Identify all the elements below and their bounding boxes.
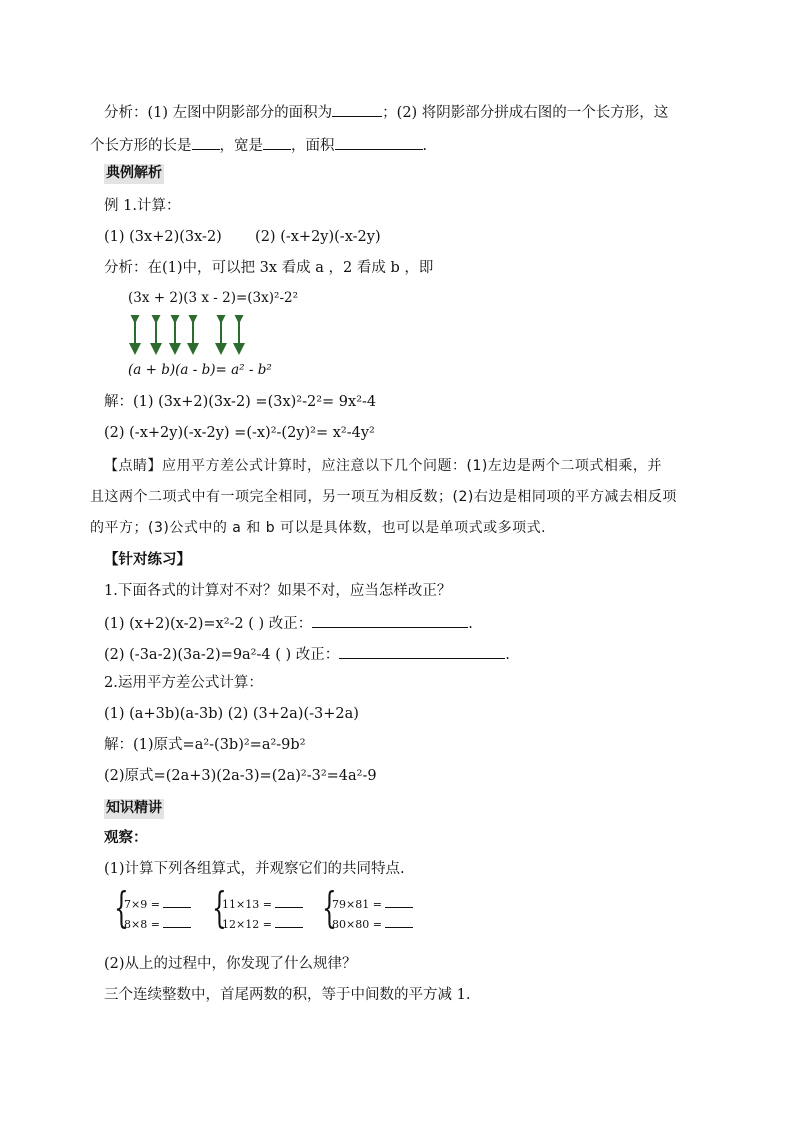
answer-blank	[192, 136, 220, 150]
example-1-solution-2: (2) (-x+2y)(-x-2y) =(-x)²-(2y)²= x²-4y²	[104, 425, 375, 441]
calc-expression: 8×8 =	[124, 918, 160, 931]
practice-2-solution-1: 解：(1)原式=a²-(3b)²=a²-9b²	[104, 737, 306, 753]
answer-blank	[385, 918, 413, 928]
brace-icon: {	[212, 883, 227, 932]
example-1-analysis: 分析：在(1)中，可以把 3x 看成 a ，2 看成 b ，即	[104, 260, 434, 276]
practice-1-q1-text: (1) (x+2)(x-2)=x²-2 ( ) 改正：	[104, 616, 313, 632]
brace-icon: {	[322, 883, 337, 932]
example-1-questions	[104, 230, 381, 245]
analysis-text-e: ，面积	[291, 138, 335, 154]
section-heading-examples: 典例解析	[104, 164, 164, 184]
practice-2-questions: (1) (a+3b)(a-3b) (2) (3+2a)(-3+2a)	[104, 706, 359, 722]
analysis-line-1	[104, 103, 668, 121]
calc-expression: 79×81 =	[332, 898, 382, 911]
answer-blank	[335, 136, 423, 150]
practice-1-q2-text: (2) (-3a-2)(3a-2)=9a²-4 ( ) 改正：	[104, 647, 340, 663]
analysis-text-c: 个长方形的长是	[90, 138, 192, 154]
answer-blank	[263, 136, 291, 150]
analysis-text-b: ；(2) 将阴影部分拼成右图的一个长方形，这	[382, 105, 669, 121]
answer-blank	[339, 645, 505, 659]
calc-group-1	[114, 883, 206, 935]
calc-expression: 11×13 =	[222, 898, 272, 911]
formula-top: (3x + 2)(3 x - 2)=(3x)²-2²	[128, 290, 299, 306]
observe-label: 观察：	[104, 829, 148, 846]
analysis-text-f: .	[422, 138, 428, 154]
practice-1-q2: (2) (-3a-2)(3a-2)=9a²-4 ( ) 改正： .	[104, 647, 510, 663]
analysis-text-d: ，宽是	[219, 138, 263, 154]
example-1-solution-1: 解：(1) (3x+2)(3x-2) =(3x)²-2²= 9x²-4	[104, 394, 377, 410]
calc-expression: 80×80 =	[332, 918, 382, 931]
section-heading-practice: 【针对练习】	[104, 551, 191, 568]
example-1-q2: (2) (-x+2y)(-x-2y)	[255, 229, 381, 245]
brace-icon: {	[114, 883, 129, 932]
answer-blank	[275, 898, 303, 908]
example-1-title: 例 1.计算：	[104, 198, 181, 214]
answer-blank	[275, 918, 303, 928]
analysis-text-a: 分析：(1) 左图中阴影部分的面积为	[104, 105, 333, 121]
tip-line-3: 的平方；(3)公式中的 a 和 b 可以是具体数，也可以是单项式或多项式.	[90, 520, 547, 536]
answer-blank	[332, 103, 382, 117]
section-heading-knowledge: 知识精讲	[104, 799, 164, 819]
practice-2-solution-2: (2)原式=(2a+3)(2a-3)=(2a)²-3²=4a²-9	[104, 768, 377, 784]
calc-group-2	[212, 883, 314, 935]
calc-expression: 12×12 =	[222, 918, 272, 931]
observe-item-1: (1)计算下列各组算式，并观察它们的共同特点.	[104, 861, 405, 877]
correspondence-arrows	[128, 315, 248, 355]
rule-statement: 三个连续整数中，首尾两数的积，等于中间数的平方减 1.	[104, 987, 471, 1003]
calc-group-3	[322, 883, 424, 935]
answer-blank	[385, 898, 413, 908]
practice-1-q1: (1) (x+2)(x-2)=x²-2 ( ) 改正： .	[104, 616, 473, 632]
practice-1-title: 1.下面各式的计算对不对？如果不对，应当怎样改正？	[104, 583, 452, 599]
answer-blank	[163, 898, 191, 908]
answer-blank	[312, 614, 468, 628]
tip-line-1: 【点睛】应用平方差公式计算时，应注意以下几个问题：(1)左边是两个二项式相乘，并	[104, 458, 662, 474]
analysis-line-2	[90, 136, 427, 154]
example-1-q1: (1) (3x+2)(3x-2)	[104, 229, 222, 245]
tip-line-2: 且这两个二项式中有一项完全相同，另一项互为相反数；(2)右边是相同项的平方减去相反项	[90, 489, 677, 505]
practice-2-title: 2.运用平方差公式计算：	[104, 675, 263, 691]
formula-bottom: (a + b)(a - b)= a² - b²	[128, 362, 272, 378]
answer-blank	[163, 918, 191, 928]
observe-item-2: (2)从上的过程中，你发现了什么规律？	[104, 956, 357, 972]
calc-expression: 7×9 =	[124, 898, 160, 911]
